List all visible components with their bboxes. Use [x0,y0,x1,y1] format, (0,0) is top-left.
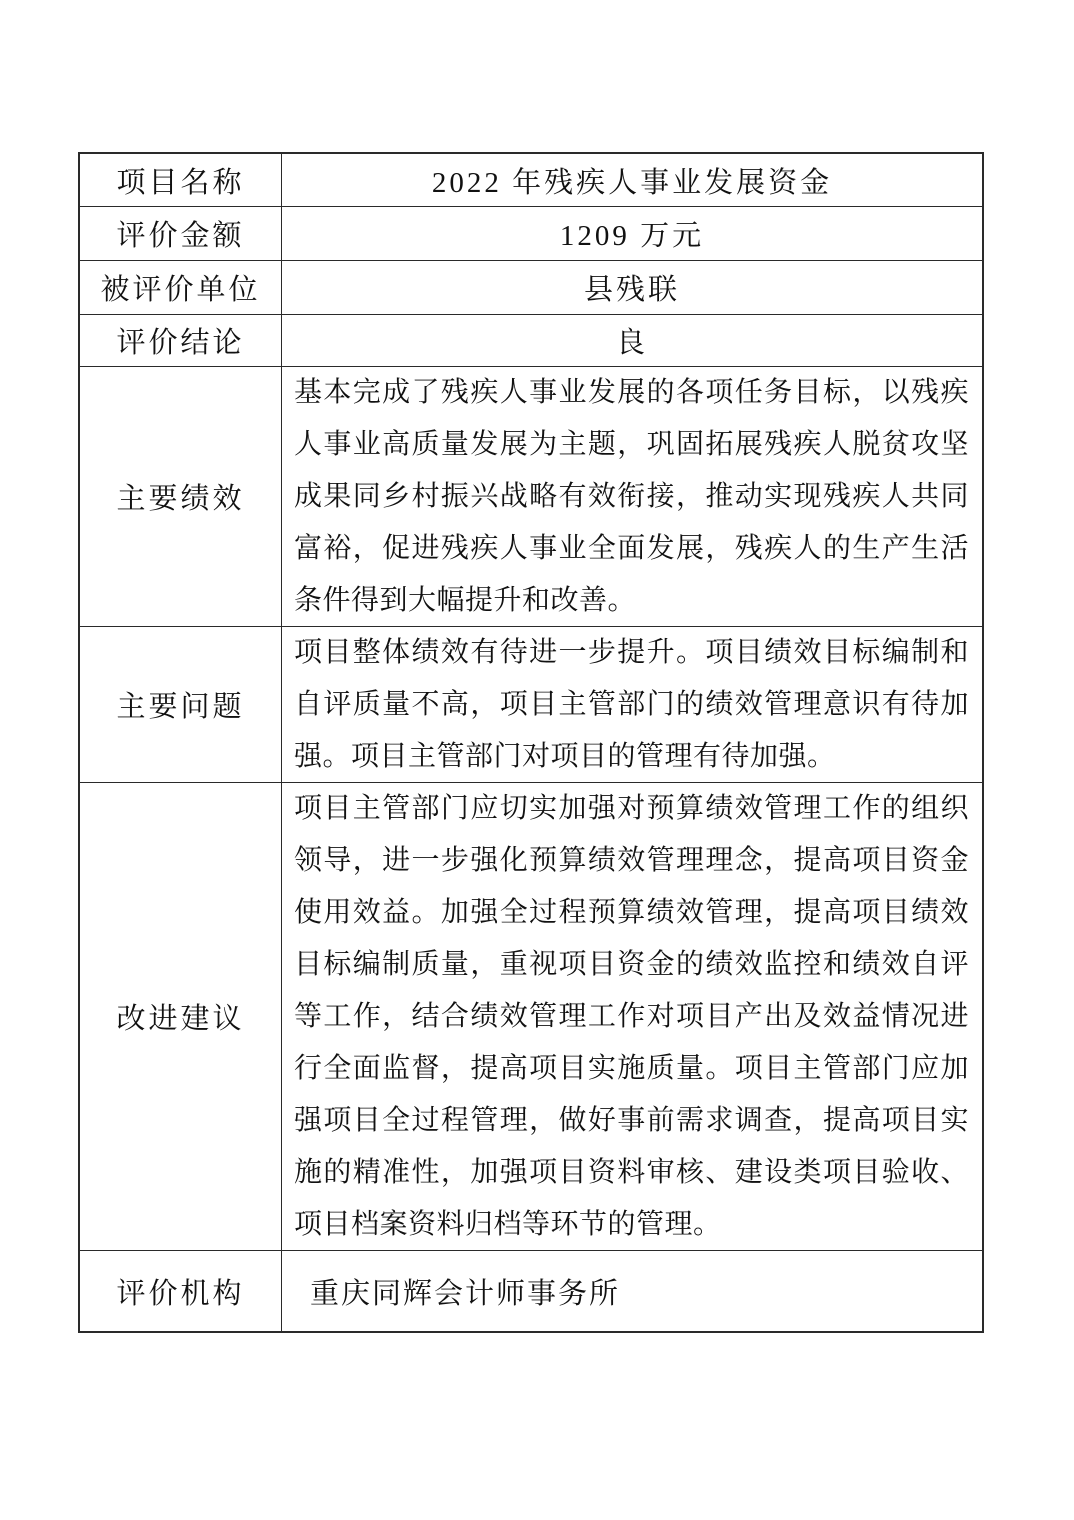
table-row-evaluation-amount [80,207,982,261]
row-label-evaluated-unit: 被评价单位 [80,261,282,314]
row-value-main-performance: 基本完成了残疾人事业发展的各项任务目标，以残疾人事业高质量发展为主题，巩固拓展残疾人脱贫攻坚成果同乡村振兴战略有效衔接，推动实现残疾人共同富裕，促进残疾人事业全面发展，残疾人的生产生活条件得到大幅提升和改善。 [294,377,969,616]
row-label-improvement-suggestions: 改进建议 [80,783,282,1250]
table-row-evaluation-conclusion [80,315,982,367]
table-row-evaluation-agency [80,1251,982,1331]
row-label-main-problems: 主要问题 [80,627,282,782]
table-row-main-performance [80,367,982,627]
row-label-project-name: 项目名称 [80,154,282,206]
row-value-evaluation-amount: 1209 万元 [559,220,705,252]
row-value-evaluation-conclusion: 良 [615,327,648,359]
table-row-main-problems [80,627,982,783]
table-row-improvement-suggestions [80,783,982,1251]
evaluation-summary-table [78,152,984,1333]
row-value-main-problems: 项目整体绩效有待进一步提升。项目绩效目标编制和自评质量不高，项目主管部门的绩效管理意识有待加强。项目主管部门对项目的管理有待加强。 [294,637,969,772]
row-label-evaluation-amount: 评价金额 [80,207,282,260]
row-value-improvement-suggestions: 项目主管部门应切实加强对预算绩效管理工作的组织领导，进一步强化预算绩效管理理念，提高项目资金使用效益。加强全过程预算绩效管理，提高项目绩效目标编制质量，重视项目资金的绩效监控和绩效自评等工作，结合绩效管理工作对项目产出及效益情况进行全面监督，提高项目实施质量。项目主管部门应加强项目全过程管理，做好事前需求调查，提高项目实施的精准性，加强项目资料审核、建设类项目验收、项目档案资料归档等环节的管理。 [294,793,969,1240]
row-label-evaluation-agency: 评价机构 [80,1251,282,1331]
row-value-evaluation-agency: 重庆同辉会计师事务所 [310,1277,621,1310]
table-row-evaluated-unit [80,261,982,315]
row-label-evaluation-conclusion: 评价结论 [80,315,282,366]
row-value-project-name: 2022 年残疾人事业发展资金 [431,166,833,199]
row-label-main-performance: 主要绩效 [80,367,282,626]
table-row-project-name [80,154,982,207]
row-value-evaluated-unit: 县残联 [583,274,680,306]
